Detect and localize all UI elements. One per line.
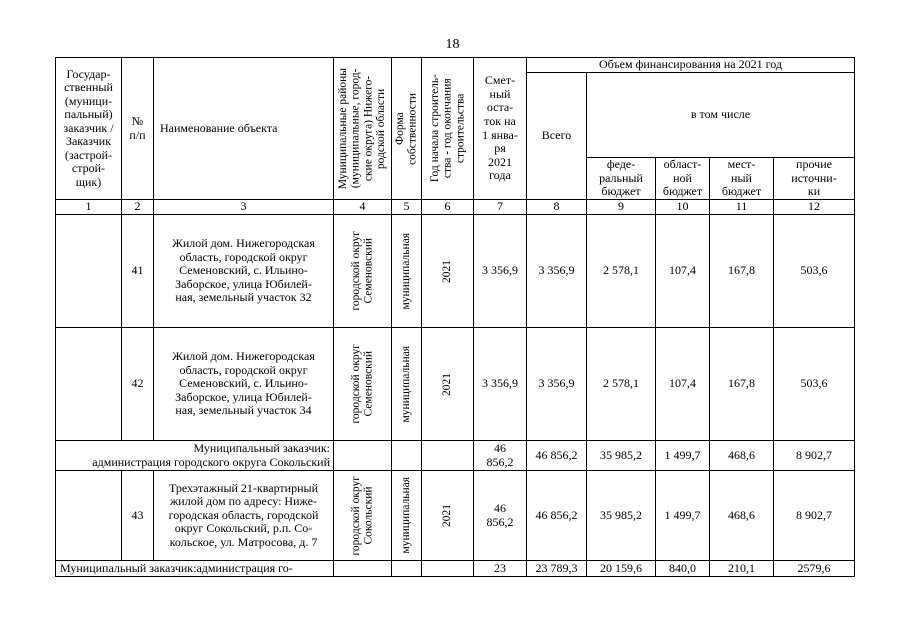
column-number: 11 [710,200,774,215]
object-name: Жилой дом. Нижегородская область, городской округ Семеновский, с. Ильино- Заборское, улица Юбилей- ная, земельный участок 32 [154,215,334,328]
local-cell: 468,6 [710,441,774,471]
column-number: 8 [527,200,587,215]
col-federal-header: феде- ральный бюджет [587,158,656,200]
including-header: в том числе [587,73,855,158]
regional-cell: 1 499,7 [656,441,710,471]
other-cell: 503,6 [774,328,855,441]
empty-cell [334,561,392,577]
estimate-cell: 46 856,2 [474,471,527,561]
year-text: 2021 [441,504,454,527]
col-regional-header: област- ной бюджет [656,158,710,200]
federal-cell: 2 578,1 [587,215,656,328]
year-cell [422,328,474,441]
empty-cell [422,441,474,471]
regional-cell: 840,0 [656,561,710,577]
column-number: 1 [56,200,122,215]
financing-table [55,57,855,577]
summary-row-last [56,561,855,577]
empty-cell [392,561,422,577]
district-text: городской округ Семеновский [349,344,375,424]
col-total-header: Всего [527,73,587,200]
col-customer-header: Государ- ственный (муници- пальный) заказчик / Заказчик (застрой- строй- щик) [56,58,122,200]
column-number: 3 [154,200,334,215]
col-estimate-header: Смет- ный оста- ток на 1 янва- ря 2021 года [474,58,527,200]
table-row [56,471,855,561]
district-cell [334,215,392,328]
customer-cell [56,215,122,328]
ownership-cell [392,471,422,561]
total-cell: 3 356,9 [527,328,587,441]
federal-cell: 20 159,6 [587,561,656,577]
summary-row-sokolsky [56,441,855,471]
object-name: Жилой дом. Нижегородская область, городской округ Семеновский, с. Ильино- Заборское, улица Юбилей- ная, земельный участок 34 [154,328,334,441]
ownership-text: муниципальная [400,345,413,423]
local-cell: 468,6 [710,471,774,561]
total-cell: 23 789,3 [527,561,587,577]
estimate-cell: 3 356,9 [474,215,527,328]
column-number: 7 [474,200,527,215]
page-number: 18 [445,37,460,52]
row-num: 43 [122,471,154,561]
ownership-cell [392,328,422,441]
district-cell [334,328,392,441]
federal-cell: 2 578,1 [587,328,656,441]
empty-cell [392,441,422,471]
local-cell: 167,8 [710,328,774,441]
total-cell: 46 856,2 [527,471,587,561]
year-text: 2021 [441,259,454,283]
estimate-cell: 46 856,2 [474,441,527,471]
column-number: 6 [422,200,474,215]
estimate-cell: 23 [474,561,527,577]
years-header-text: Год начала строитель- ства - год окончания строительства [428,74,466,183]
row-num: 42 [122,328,154,441]
ownership-header-text: Форма собственности [394,92,419,165]
year-cell [422,215,474,328]
year-text: 2021 [441,372,454,396]
federal-cell: 35 985,2 [587,471,656,561]
funding-title: Объем финансирования на 2021 год [527,58,855,73]
row-num: 41 [122,215,154,328]
empty-cell [334,441,392,471]
regional-cell: 1 499,7 [656,471,710,561]
empty-cell [422,561,474,577]
local-cell: 167,8 [710,215,774,328]
regional-cell: 107,4 [656,215,710,328]
column-number: 10 [656,200,710,215]
regional-cell: 107,4 [656,328,710,441]
summary-label: Муниципальный заказчик: администрация городского округа Сокольский [56,441,334,471]
column-number: 12 [774,200,855,215]
table-row [56,328,855,441]
col-years-header [422,58,474,200]
col-district-header [334,58,392,200]
col-num-header: № п/п [122,58,154,200]
local-cell: 210,1 [710,561,774,577]
year-cell [422,471,474,561]
other-cell: 8 902,7 [774,441,855,471]
col-local-header: мест- ный бюджет [710,158,774,200]
column-number: 2 [122,200,154,215]
ownership-cell [392,215,422,328]
other-cell: 503,6 [774,215,855,328]
summary-label: Муниципальный заказчик:администрация го- [56,561,334,577]
col-object-header: Наименование объекта [154,58,334,200]
district-header-text: Муниципальные районы (муниципальные, город- ские округа) Нижего- родской области [337,67,388,190]
column-numbers-row [56,200,855,215]
federal-cell: 35 985,2 [587,441,656,471]
column-number: 5 [392,200,422,215]
ownership-text: муниципальная [400,232,413,310]
column-number: 9 [587,200,656,215]
total-cell: 46 856,2 [527,441,587,471]
object-name: Трехэтажный 21-квартирный жилой дом по адресу: Ниже- городская область, городской округ Сокольский, р.п. Со- кольское, ул. Матросова, д. 7 [154,471,334,561]
col-other-header: прочие источни- ки [774,158,855,200]
district-text: городской округ Сокольский [349,475,375,556]
other-cell: 2579,6 [774,561,855,577]
total-cell: 3 356,9 [527,215,587,328]
district-text: городской округ Семеновский [349,231,375,311]
customer-cell [56,471,122,561]
col-ownership-header [392,58,422,200]
ownership-text: муниципальная [400,477,413,554]
customer-cell [56,328,122,441]
column-number: 4 [334,200,392,215]
other-cell: 8 902,7 [774,471,855,561]
table-row [56,215,855,328]
header-row-1 [56,58,855,73]
estimate-cell: 3 356,9 [474,328,527,441]
district-cell [334,471,392,561]
